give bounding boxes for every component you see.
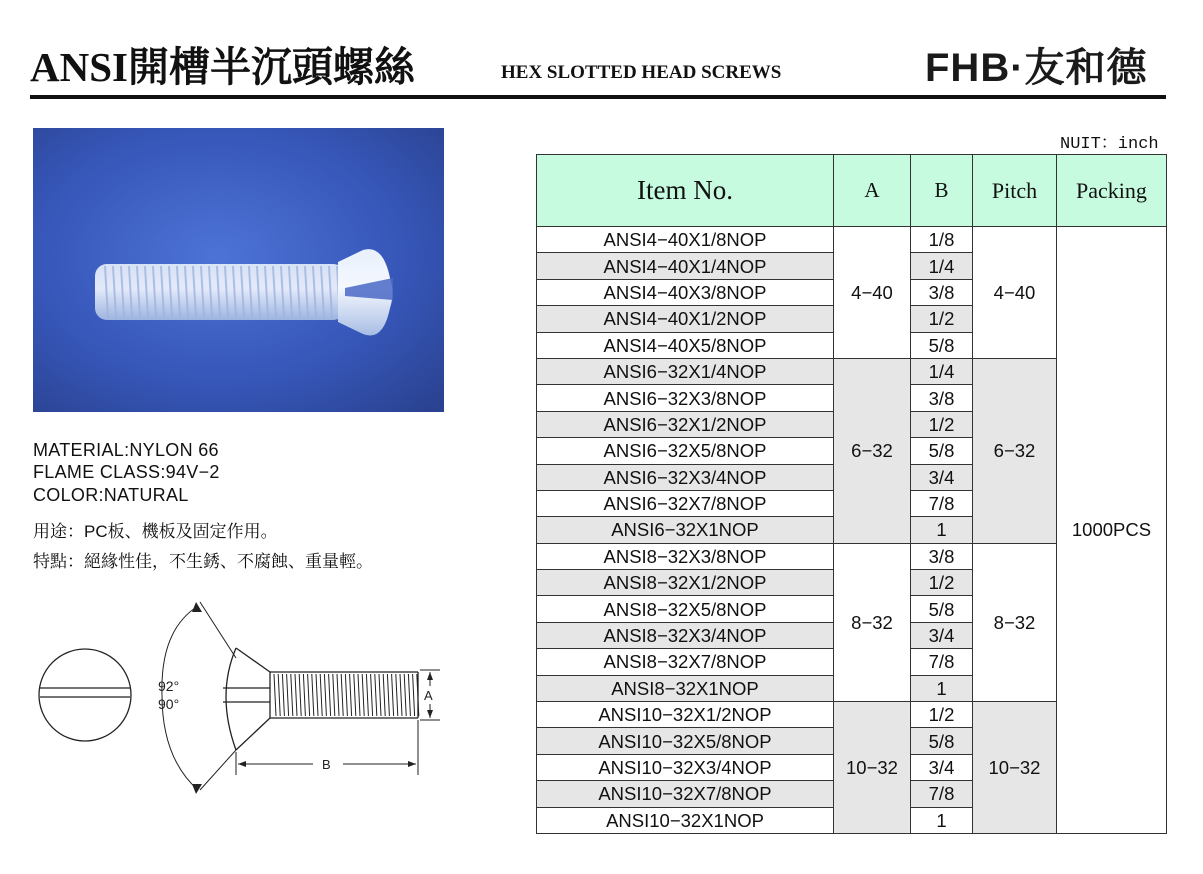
b-length-cell: 3/8 (911, 385, 973, 411)
a-size-cell: 10−32 (834, 702, 911, 834)
product-photo (33, 128, 444, 412)
item-number-cell: ANSI6−32X5/8NOP (537, 438, 834, 464)
item-number-cell: ANSI6−32X1/4NOP (537, 358, 834, 384)
b-length-cell: 5/8 (911, 438, 973, 464)
b-length-cell: 1/2 (911, 411, 973, 437)
item-number-cell: ANSI8−32X7/8NOP (537, 649, 834, 675)
unit-label: NUIT：inch (1060, 135, 1159, 154)
b-length-cell: 7/8 (911, 781, 973, 807)
header-rule (30, 95, 1166, 99)
top-view-circle (39, 649, 131, 741)
table-row (537, 227, 1167, 253)
brand-logo: FHB·友和德 (925, 46, 1148, 90)
table-header-row (537, 155, 1167, 227)
b-length-cell: 1/8 (911, 227, 973, 253)
item-number-cell: ANSI4−40X5/8NOP (537, 332, 834, 358)
header-a: A (834, 155, 911, 227)
item-number-cell: ANSI4−40X1/2NOP (537, 306, 834, 332)
item-number-cell: ANSI10−32X1NOP (537, 807, 834, 833)
page-title: ANSI開槽半沉頭螺絲 (30, 44, 415, 90)
header-item-no: Item No. (537, 155, 834, 227)
b-length-cell: 5/8 (911, 332, 973, 358)
b-length-cell: 1 (911, 675, 973, 701)
b-length-cell: 1 (911, 517, 973, 543)
spec-flame-class: FLAME CLASS:94V−2 (33, 462, 220, 482)
spec-material: MATERIAL:NYLON 66 (33, 440, 219, 460)
item-number-cell: ANSI10−32X1/2NOP (537, 702, 834, 728)
header-pitch: Pitch (973, 155, 1057, 227)
spec-usage: 用途：PC板、機板及固定作用。 (33, 522, 278, 541)
item-number-cell: ANSI10−32X3/4NOP (537, 754, 834, 780)
b-length-cell: 1 (911, 807, 973, 833)
dimension-a-label: A (424, 688, 433, 703)
spec-features: 特點：絕緣性佳，不生銹、不腐蝕、重量輕。 (33, 552, 373, 571)
b-length-cell: 5/8 (911, 728, 973, 754)
pitch-cell: 4−40 (973, 227, 1057, 359)
item-number-cell: ANSI10−32X7/8NOP (537, 781, 834, 807)
item-number-cell: ANSI8−32X5/8NOP (537, 596, 834, 622)
b-length-cell: 7/8 (911, 490, 973, 516)
item-number-cell: ANSI8−32X1NOP (537, 675, 834, 701)
item-number-cell: ANSI4−40X1/4NOP (537, 253, 834, 279)
item-number-cell: ANSI8−32X3/8NOP (537, 543, 834, 569)
dimension-b-label: B (322, 757, 331, 772)
packing-cell: 1000PCS (1057, 227, 1167, 834)
header-packing: Packing (1057, 155, 1167, 227)
spec-table (536, 154, 1167, 834)
b-length-cell: 1/2 (911, 306, 973, 332)
technical-drawing (30, 590, 450, 805)
item-number-cell: ANSI8−32X1/2NOP (537, 570, 834, 596)
spec-color: COLOR:NATURAL (33, 485, 189, 505)
angle-label-92: 92° (158, 678, 180, 694)
a-size-cell: 4−40 (834, 227, 911, 359)
pitch-cell: 8−32 (973, 543, 1057, 701)
item-number-cell: ANSI10−32X5/8NOP (537, 728, 834, 754)
a-size-cell: 8−32 (834, 543, 911, 701)
item-number-cell: ANSI4−40X3/8NOP (537, 279, 834, 305)
item-number-cell: ANSI6−32X3/4NOP (537, 464, 834, 490)
a-size-cell: 6−32 (834, 358, 911, 543)
item-number-cell: ANSI8−32X3/4NOP (537, 622, 834, 648)
page-subtitle: HEX SLOTTED HEAD SCREWS (501, 62, 782, 83)
b-length-cell: 1/4 (911, 358, 973, 384)
header-b: B (911, 155, 973, 227)
pitch-cell: 10−32 (973, 702, 1057, 834)
angle-label-90: 90° (158, 696, 180, 712)
b-length-cell: 1/4 (911, 253, 973, 279)
item-number-cell: ANSI6−32X3/8NOP (537, 385, 834, 411)
b-length-cell: 1/2 (911, 570, 973, 596)
item-number-cell: ANSI6−32X7/8NOP (537, 490, 834, 516)
b-length-cell: 5/8 (911, 596, 973, 622)
b-length-cell: 3/4 (911, 464, 973, 490)
pitch-cell: 6−32 (973, 358, 1057, 543)
b-length-cell: 3/8 (911, 279, 973, 305)
b-length-cell: 3/4 (911, 754, 973, 780)
item-number-cell: ANSI4−40X1/8NOP (537, 227, 834, 253)
b-length-cell: 7/8 (911, 649, 973, 675)
item-number-cell: ANSI6−32X1/2NOP (537, 411, 834, 437)
b-length-cell: 3/8 (911, 543, 973, 569)
b-length-cell: 1/2 (911, 702, 973, 728)
item-number-cell: ANSI6−32X1NOP (537, 517, 834, 543)
b-length-cell: 3/4 (911, 622, 973, 648)
